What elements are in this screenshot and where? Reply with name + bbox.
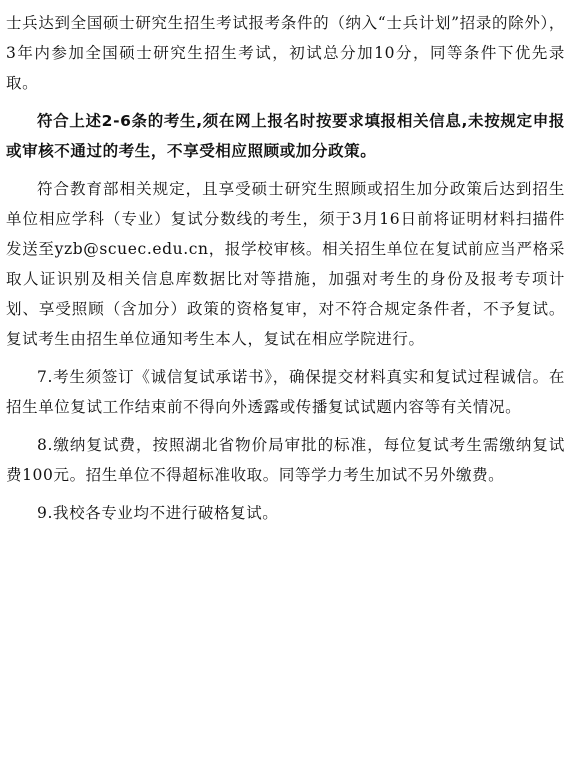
paragraph-reexam-fee: 8.缴纳复试费，按照湖北省物价局审批的标准，每位复试考生需缴纳复试费100元。招生单位不得超标准收取。同等学力考生加试不另外缴费。: [6, 436, 565, 484]
paragraph-registration-notice: 符合上述2-6条的考生,须在网上报名时按要求填报相关信息,未按规定申报或审核不通过的考生，不享受相应照顾或加分政策。: [6, 112, 565, 160]
paragraph-review-procedure: 符合教育部相关规定，且享受硕士研究生照顾或招生加分政策后达到招生单位相应学科（专业）复试分数线的考生，须于3月16日前将证明材料扫描件发送至yzb@scuec.edu.cn，报学校审核。相关招生单位在复试前应当严格采取人证识别及相关信息库数据比对等措施，加强对考生的身份及报考专项计划、享受照顾（含加分）政策的资格复审，对不符合规定条件者，不予复试。复试考生由招生单位通知考生本人，复试在相应学院进行。: [6, 180, 565, 348]
paragraph-soldier-bonus: 士兵达到全国硕士研究生招生考试报考条件的（纳入“士兵计划”招录的除外），3年内参加全国硕士研究生招生考试，初试总分加10分，同等条件下优先录取。: [6, 14, 565, 92]
paragraph-no-exception: 9.我校各专业均不进行破格复试。: [37, 504, 279, 522]
paragraph-integrity-pledge: 7.考生须签订《诚信复试承诺书》，确保提交材料真实和复试过程诚信。在招生单位复试工作结束前不得向外透露或传播复试试题内容等有关情况。: [6, 368, 565, 416]
